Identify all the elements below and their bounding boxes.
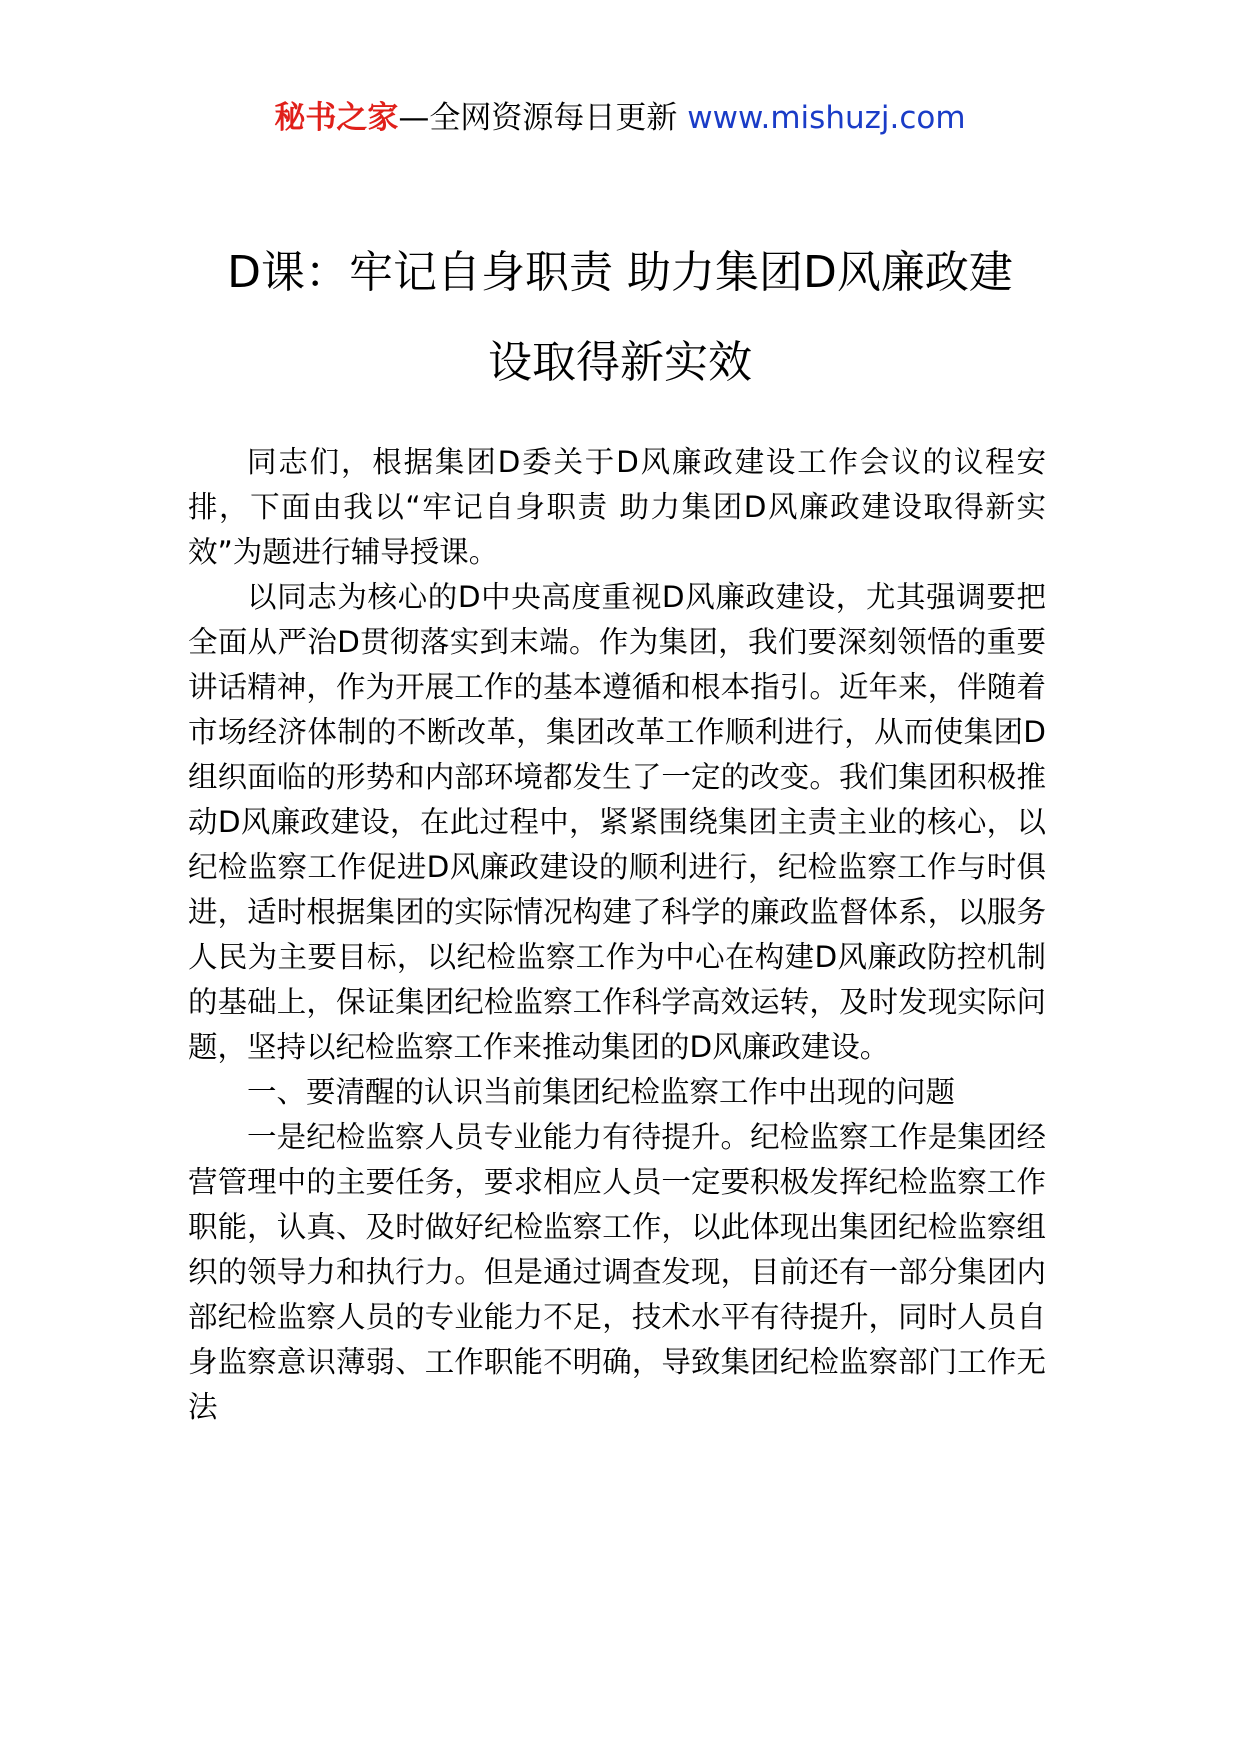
section-heading-1: 一、要清醒的认识当前集团纪检监察工作中出现的问题 bbox=[247, 1075, 956, 1109]
site-url-link[interactable]: www.mishuzj.com bbox=[687, 100, 966, 136]
document-body bbox=[188, 440, 1046, 1430]
document-title bbox=[150, 228, 1090, 408]
brand-name: 秘书之家 bbox=[274, 100, 399, 136]
paragraph-intro: 同志们，根据集团D委关于D风廉政建设工作会议的议程安排，下面由我以“牢记自身职责 助力集团D风廉政建设取得新实效”为题进行辅导授课。 bbox=[188, 445, 1046, 569]
paragraph-background: 以同志为核心的D中央高度重视D风廉政建设，尤其强调要把全面从严治D贯彻落实到末端。作为集团，我们要深刻领悟的重要讲话精神，作为开展工作的基本遵循和根本指引。近年来，伴随着市场经济体制的不断改革，集团改革工作顺利进行，从而使集团D组织面临的形势和内部环境都发生了一定的改变。我们集团积极推动D风廉政建设，在此过程中，紧紧围绕集团主责主业的核心，以纪检监察工作促进D风廉政建设的顺利进行，纪检监察工作与时俱进，适时根据集团的实际情况构建了科学的廉政监督体系，以服务人民为主要目标，以纪检监察工作为中心在构建D风廉政防控机制的基础上，保证集团纪检监察工作科学高效运转，及时发现实际问题，坚持以纪检监察工作来推动集团的D风廉政建设。 bbox=[188, 580, 1046, 1064]
title-line-1: D课：牢记自身职责 助力集团D风廉政建 bbox=[227, 247, 1013, 298]
header-tagline: —全网资源每日更新 bbox=[398, 100, 688, 136]
site-header bbox=[0, 98, 1240, 138]
paragraph-point-1: 一是纪检监察人员专业能力有待提升。纪检监察工作是集团经营管理中的主要任务，要求相应人员一定要积极发挥纪检监察工作职能，认真、及时做好纪检监察工作，以此体现出集团纪检监察组织的领导力和执行力。但是通过调查发现，目前还有一部分集团内部纪检监察人员的专业能力不足，技术水平有待提升，同时人员自身监察意识薄弱、工作职能不明确，导致集团纪检监察部门工作无法 bbox=[188, 1120, 1046, 1424]
title-line-2: 设取得新实效 bbox=[488, 337, 752, 388]
